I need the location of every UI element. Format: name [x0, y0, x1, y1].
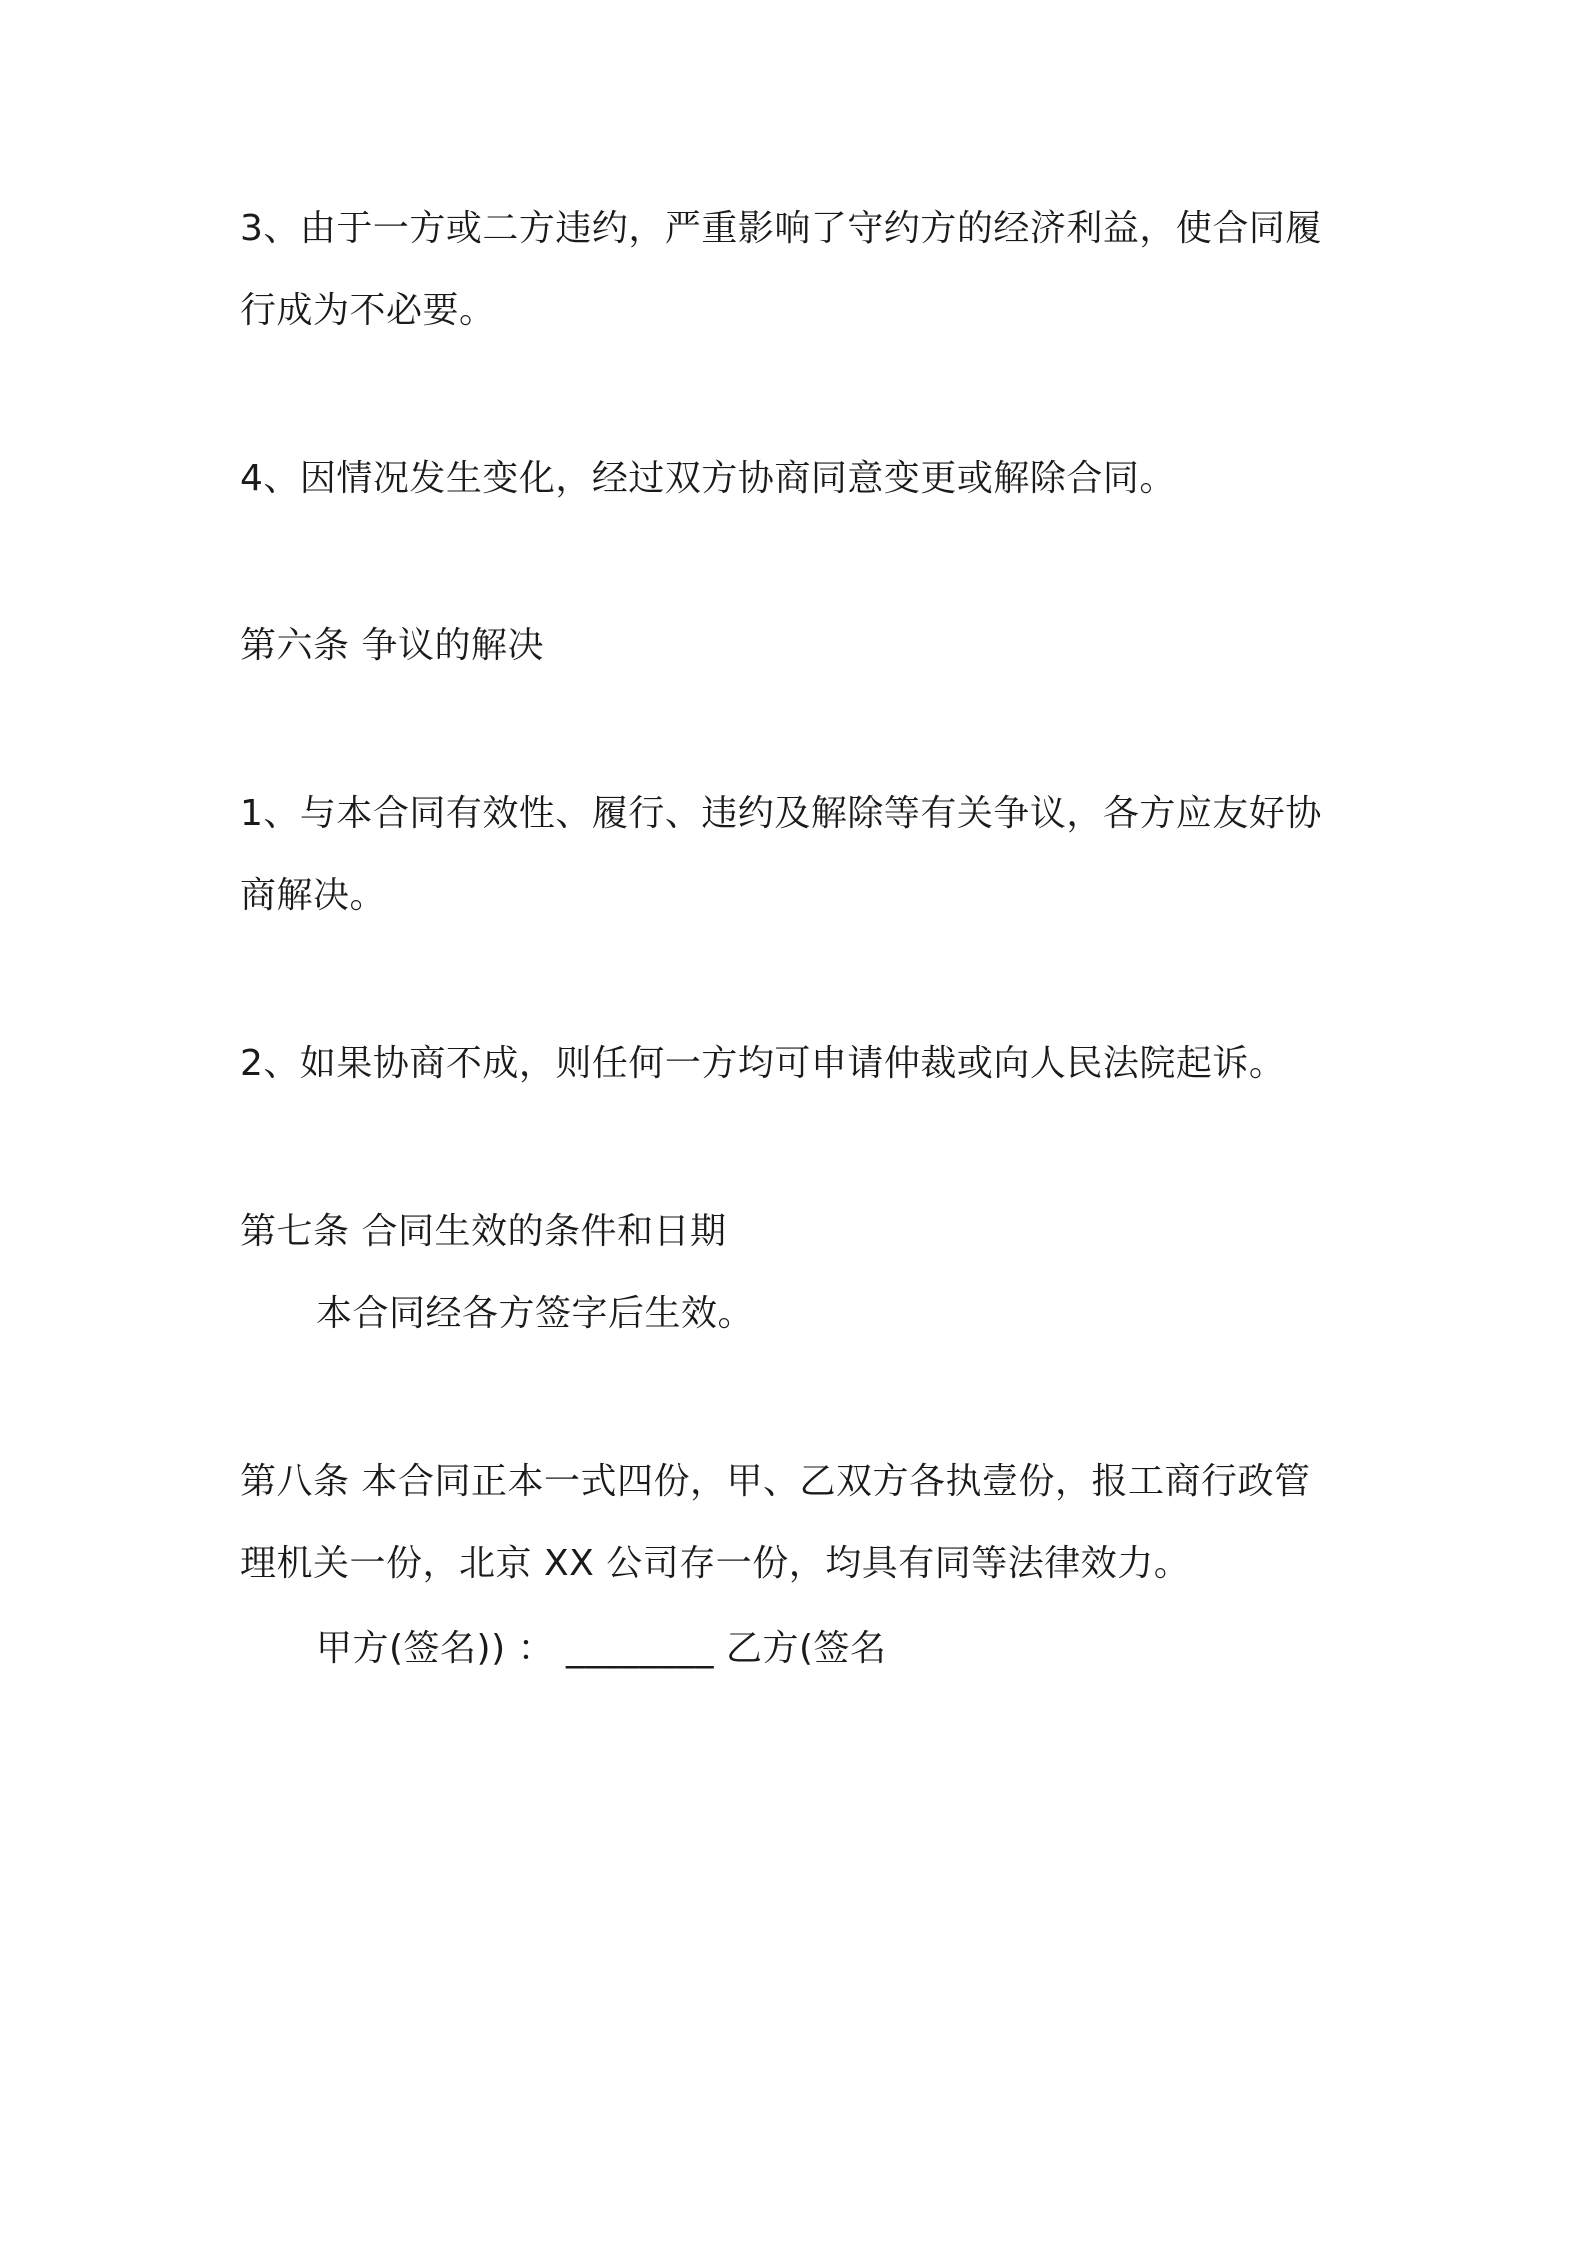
signature-line: 甲方(签名)) ： ________ 乙方(签名	[316, 1628, 887, 1669]
clause-5-item-3-line-2: 行成为不必要。	[240, 290, 496, 331]
clause-6-heading: 第六条 争议的解决	[240, 625, 544, 666]
clause-6-item-1-line-1: 1、与本合同有效性、履行、违约及解除等有关争议，各方应友好协	[240, 793, 1322, 834]
clause-6-item-2: 2、如果协商不成，则任何一方均可申请仲裁或向人民法院起诉。	[240, 1043, 1286, 1084]
clause-8-line-1: 第八条 本合同正本一式四份，甲、乙双方各执壹份，报工商行政管	[240, 1461, 1311, 1502]
clause-6-item-1-line-2: 商解决。	[240, 875, 387, 916]
clause-7-body: 本合同经各方签字后生效。	[316, 1293, 755, 1334]
clause-5-item-4: 4、因情况发生变化，经过双方协商同意变更或解除合同。	[240, 458, 1176, 499]
clause-8-line-2: 理机关一份，北京 XX 公司存一份，均具有同等法律效力。	[240, 1543, 1191, 1584]
clause-7-heading: 第七条 合同生效的条件和日期	[240, 1211, 727, 1252]
clause-5-item-3-line-1: 3、由于一方或二方违约，严重影响了守约方的经济利益，使合同履	[240, 208, 1322, 249]
